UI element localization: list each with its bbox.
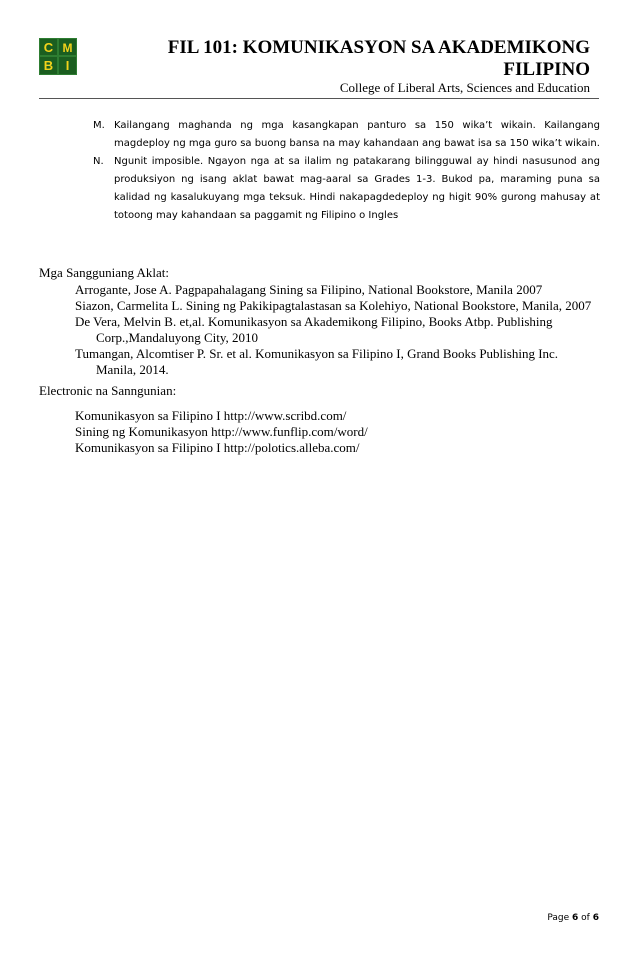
document-title [120, 37, 590, 81]
header-divider [39, 98, 599, 99]
lettered-list [93, 117, 600, 225]
electronic-reference-item: Komunikasyon sa Filipino I http://polotics.alleba.com/ [75, 440, 360, 455]
electronic-reference-item: Komunikasyon sa Filipino I http://www.scribd.com/ [75, 408, 347, 423]
list-item-n [93, 153, 600, 225]
reference-item: Arrogante, Jose A. Pagpapahalagang Sining sa Filipino, National Bookstore, Manila 2007 [75, 282, 543, 297]
logo-letter: C [43, 40, 54, 55]
electronic-references-heading: Electronic na Sanngunian: [39, 383, 177, 398]
references-list [39, 282, 593, 378]
references-heading: Mga Sangguniang Aklat: [39, 265, 169, 280]
title-line-2: FILIPINO [503, 59, 590, 80]
list-marker: N. [93, 156, 104, 167]
college-logo [39, 38, 77, 75]
logo-letter: M [62, 41, 73, 55]
of-word: of [581, 913, 590, 923]
electronic-references-list [39, 408, 593, 456]
list-item-text: Kailangang maghanda ng mga kasangkapan panturo sa 150 wika’t wikain. Kailangang magdeploy ng mga guro sa buong bansa na may kahandaan ang bawat isa sa 150 wika’t wikain. [114, 120, 600, 149]
electronic-reference-item: Sining ng Komunikasyon http://www.funflip.com/word/ [75, 424, 368, 439]
logo-letter: I [65, 58, 70, 73]
logo-letter: B [43, 58, 54, 73]
title-line-1: FIL 101: KOMUNIKASYON SA AKADEMIKONG [167, 37, 590, 58]
list-item-text: Ngunit imposible. Ngayon nga at sa ilalim ng patakarang bilingguwal ay hindi nasusunod ang produksiyon ng isang aklat bawat mag-aaral sa Grades 1-3. Bukod pa, maraming puna sa kalidad ng kasalukuyang mga teksuk. Hindi nakapagdedeploy ng higit 90% gurong mahusay at totoong may kahandaan sa paggamit ng Filipino o Ingles [114, 156, 600, 221]
page-number [547, 913, 599, 923]
reference-item: Siazon, Carmelita L. Sining ng Pakikipagtalastasan sa Kolehiyo, National Bookstore, Manila, 2007 [75, 298, 592, 313]
college-name: College of Liberal Arts, Sciences and Education [339, 80, 590, 95]
current-page: 6 [572, 913, 579, 923]
page-word: Page [547, 913, 570, 923]
reference-item: Tumangan, Alcomtiser P. Sr. et al. Komunikasyon sa Filipino I, Grand Books Publishing Inc. Manila, 2014. [75, 346, 559, 377]
list-item-m [93, 117, 600, 153]
list-marker: M. [93, 120, 105, 131]
total-pages: 6 [592, 913, 599, 923]
reference-item: De Vera, Melvin B. et,al. Komunikasyon sa Akademikong Filipino, Books Atbp. Publishing Corp.,Mandaluyong City, 2010 [75, 314, 553, 345]
